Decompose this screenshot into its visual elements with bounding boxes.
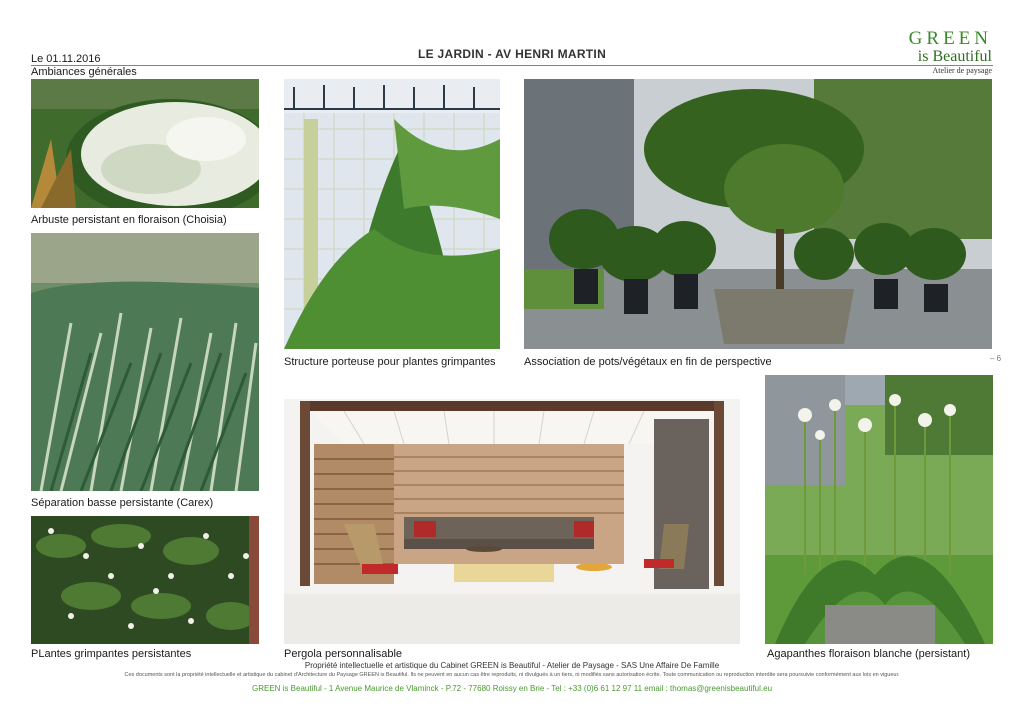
photo-trellis-structure — [284, 79, 500, 349]
caption-climbing-plants: PLantes grimpantes persistantes — [31, 648, 192, 660]
photo-pots-arrangement — [524, 79, 992, 349]
header-divider — [31, 65, 993, 66]
company-logo — [909, 30, 992, 77]
caption-pergola: Pergola personnalisable — [284, 648, 403, 660]
caption-trellis-structure: Structure porteuse pour plantes grimpantes — [284, 356, 496, 368]
footer-legal-notice: Ces documents sont la propriété intellectuelle et artistique du cabinet d'Architecture du Paysage GREEN is Beautiful. Ils ne peuvent en aucun cas être reproduits, ni divulgués à un tiers, ni modifiés sans autorisation écrite. Toute communication ou reproduction interdite sera poursuivie conformément aux lois en vigueur. — [124, 672, 900, 678]
page-title: LE JARDIN - AV HENRI MARTIN — [417, 47, 607, 61]
footer-copyright: Propriété intellectuelle et artistique du Cabinet GREEN is Beautiful - Atelier de Paysage - SAS Une Affaire De Famille — [304, 661, 720, 670]
logo-line-is-beautiful: is Beautiful — [917, 48, 992, 65]
section-title: Ambiances générales — [31, 66, 137, 78]
caption-agapanthus: Agapanthes floraison blanche (persistant) — [767, 648, 971, 660]
photo-agapanthus — [765, 375, 993, 644]
caption-carex: Séparation basse persistante (Carex) — [31, 497, 214, 509]
caption-choisia: Arbuste persistant en floraison (Choisia) — [31, 214, 227, 226]
document-date: Le 01.11.2016 — [31, 53, 101, 65]
photo-climbing-plants — [31, 516, 259, 644]
page-number: – 6 — [990, 354, 1002, 363]
photo-pergola — [284, 399, 740, 644]
photo-choisia — [31, 79, 259, 208]
footer-contact: GREEN is Beautiful - 1 Avenue Maurice de Vlaminck - P.72 - 77680 Roissy en Brie - Tel : +33 (0)6 61 12 97 11 email : thomas@greenisbeautiful.eu — [251, 684, 773, 693]
photo-carex — [31, 233, 259, 491]
logo-tagline: Atelier de paysage — [932, 66, 992, 75]
logo-line-green: GREEN — [908, 28, 992, 49]
caption-pots-arrangement: Association de pots/végétaux en fin de perspective — [524, 356, 772, 368]
